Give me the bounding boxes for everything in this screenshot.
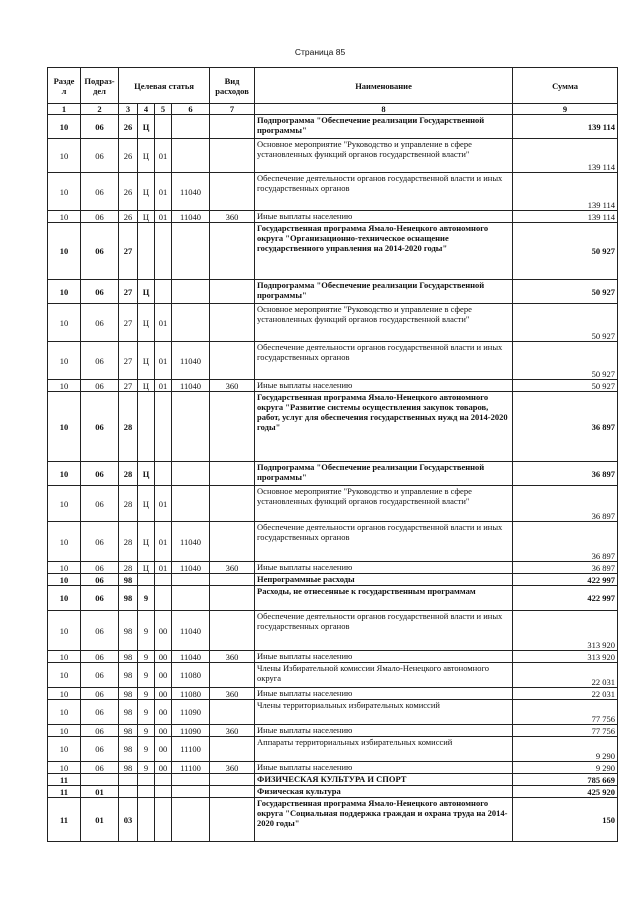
table-row: [48, 737, 618, 762]
budget-table: [47, 67, 618, 842]
row-code: 98: [119, 574, 138, 586]
row-name: Основное мероприятие "Руководство и управление в сфере установленных функций органов государственной власти": [255, 486, 513, 522]
row-code: 28: [119, 486, 138, 522]
row-code: 9: [138, 688, 155, 700]
row-code: 98: [119, 700, 138, 725]
row-code: 06: [81, 651, 119, 663]
row-sum: 36 897: [513, 486, 618, 522]
row-code: 9: [138, 611, 155, 651]
row-name: Основное мероприятие "Руководство и управление в сфере установленных функций органов государственной власти": [255, 139, 513, 173]
header-vid: Вид расходов: [210, 68, 255, 104]
table-row: [48, 392, 618, 462]
row-code: 10: [48, 486, 81, 522]
row-code: [210, 522, 255, 562]
row-code: 10: [48, 725, 81, 737]
row-code: 28: [119, 522, 138, 562]
table-row: [48, 611, 618, 651]
row-name: Обеспечение деятельности органов государственной власти и иных государственных органов: [255, 522, 513, 562]
row-sum: 50 927: [513, 304, 618, 342]
row-code: 00: [155, 700, 172, 725]
row-code: 98: [119, 663, 138, 688]
row-code: [81, 774, 119, 786]
row-code: Ц: [138, 173, 155, 211]
row-code: 06: [81, 380, 119, 392]
row-code: [119, 774, 138, 786]
row-code: 01: [155, 342, 172, 380]
row-code: 10: [48, 737, 81, 762]
row-name: Подпрограмма "Обеспечение реализации Государственной программы": [255, 115, 513, 139]
col-num: 5: [155, 104, 172, 115]
row-code: 06: [81, 725, 119, 737]
row-code: 11100: [172, 762, 210, 774]
row-code: Ц: [138, 462, 155, 486]
row-code: [155, 798, 172, 842]
table-row: [48, 462, 618, 486]
table-body: [48, 115, 618, 842]
row-code: 10: [48, 651, 81, 663]
row-sum: 77 756: [513, 725, 618, 737]
row-code: 10: [48, 688, 81, 700]
col-num: 1: [48, 104, 81, 115]
row-code: [172, 304, 210, 342]
row-code: Ц: [138, 522, 155, 562]
row-name: Обеспечение деятельности органов государственной власти и иных государственных органов: [255, 611, 513, 651]
row-code: 01: [155, 211, 172, 223]
table-row: [48, 280, 618, 304]
row-code: [210, 392, 255, 462]
row-code: 06: [81, 486, 119, 522]
row-code: 98: [119, 725, 138, 737]
row-code: [172, 786, 210, 798]
row-code: Ц: [138, 211, 155, 223]
row-code: Ц: [138, 139, 155, 173]
table-row: [48, 774, 618, 786]
row-code: 26: [119, 173, 138, 211]
row-code: 98: [119, 611, 138, 651]
row-code: 360: [210, 651, 255, 663]
row-code: [210, 786, 255, 798]
table-row: [48, 651, 618, 663]
row-code: 01: [155, 486, 172, 522]
col-num: 2: [81, 104, 119, 115]
row-name: Непрограммные расходы: [255, 574, 513, 586]
row-code: 06: [81, 586, 119, 611]
row-code: 9: [138, 586, 155, 611]
row-code: 11: [48, 774, 81, 786]
row-code: [155, 223, 172, 280]
row-name: Члены территориальных избирательных комиссий: [255, 700, 513, 725]
row-name: Государственная программа Ямало-Ненецкого автономного округа "Социальная поддержка граждан и охрана труда на 2014-2020 годы": [255, 798, 513, 842]
row-code: 10: [48, 223, 81, 280]
row-code: 11080: [172, 663, 210, 688]
row-code: Ц: [138, 562, 155, 574]
row-code: 06: [81, 663, 119, 688]
row-code: 11090: [172, 725, 210, 737]
row-code: 9: [138, 651, 155, 663]
row-code: 11040: [172, 522, 210, 562]
row-sum: 9 290: [513, 762, 618, 774]
row-code: 06: [81, 342, 119, 380]
row-code: 27: [119, 280, 138, 304]
header-celevaya: Целевая статья: [119, 68, 210, 104]
row-code: 06: [81, 462, 119, 486]
table-row: [48, 486, 618, 522]
row-code: [155, 280, 172, 304]
row-code: 06: [81, 173, 119, 211]
table-row: [48, 380, 618, 392]
row-code: [172, 462, 210, 486]
row-sum: 139 114: [513, 211, 618, 223]
row-name: Иные выплаты населению: [255, 380, 513, 392]
table-row: [48, 798, 618, 842]
row-code: 00: [155, 737, 172, 762]
row-sum: 422 997: [513, 586, 618, 611]
row-sum: 77 756: [513, 700, 618, 725]
row-code: [155, 115, 172, 139]
row-code: 11080: [172, 688, 210, 700]
row-sum: 36 897: [513, 522, 618, 562]
row-code: 06: [81, 304, 119, 342]
row-code: 9: [138, 762, 155, 774]
row-code: 9: [138, 725, 155, 737]
row-code: [210, 700, 255, 725]
row-code: 10: [48, 462, 81, 486]
row-code: [210, 173, 255, 211]
row-code: [172, 486, 210, 522]
col-num: 8: [255, 104, 513, 115]
table-row: [48, 762, 618, 774]
row-code: 06: [81, 139, 119, 173]
row-sum: 313 920: [513, 611, 618, 651]
row-name: Иные выплаты населению: [255, 211, 513, 223]
row-code: 11: [48, 798, 81, 842]
row-code: 06: [81, 611, 119, 651]
table-row: [48, 725, 618, 737]
row-code: [210, 223, 255, 280]
row-code: 26: [119, 115, 138, 139]
row-code: 01: [155, 304, 172, 342]
row-code: 06: [81, 762, 119, 774]
row-code: [210, 737, 255, 762]
table-row: [48, 663, 618, 688]
row-sum: 139 114: [513, 139, 618, 173]
row-code: [210, 280, 255, 304]
row-sum: 50 927: [513, 280, 618, 304]
row-code: [210, 115, 255, 139]
row-name: Иные выплаты населению: [255, 725, 513, 737]
row-code: 28: [119, 462, 138, 486]
row-code: 00: [155, 688, 172, 700]
row-code: 10: [48, 663, 81, 688]
row-code: [138, 392, 155, 462]
row-code: 9: [138, 700, 155, 725]
row-code: [210, 462, 255, 486]
row-code: 11040: [172, 562, 210, 574]
row-code: [172, 798, 210, 842]
row-code: [210, 574, 255, 586]
row-code: 01: [155, 139, 172, 173]
row-code: [172, 774, 210, 786]
row-code: Ц: [138, 380, 155, 392]
row-code: 11040: [172, 211, 210, 223]
row-code: [155, 574, 172, 586]
row-code: 10: [48, 522, 81, 562]
header-naim: Наименование: [255, 68, 513, 104]
row-code: 03: [119, 798, 138, 842]
row-code: 06: [81, 688, 119, 700]
row-code: 06: [81, 737, 119, 762]
row-name: Аппараты территориальных избирательных комиссий: [255, 737, 513, 762]
row-code: 10: [48, 586, 81, 611]
row-code: 10: [48, 700, 81, 725]
row-code: [138, 574, 155, 586]
row-code: [210, 774, 255, 786]
row-sum: 9 290: [513, 737, 618, 762]
row-code: 06: [81, 562, 119, 574]
row-sum: 36 897: [513, 462, 618, 486]
row-sum: 50 927: [513, 223, 618, 280]
row-name: Подпрограмма "Обеспечение реализации Государственной программы": [255, 280, 513, 304]
table-row: [48, 786, 618, 798]
row-name: Государственная программа Ямало-Ненецкого автономного округа "Развитие системы осуществления закупок товаров, работ, услуг для обеспечения государственных нужд на 2014-2020 годы": [255, 392, 513, 462]
table-row: [48, 304, 618, 342]
row-code: 26: [119, 211, 138, 223]
row-sum: 50 927: [513, 342, 618, 380]
row-code: [155, 462, 172, 486]
col-num: 3: [119, 104, 138, 115]
column-number-row: [48, 104, 618, 115]
row-name: Обеспечение деятельности органов государственной власти и иных государственных органов: [255, 342, 513, 380]
row-name: Расходы, не отнесенные к государственным программам: [255, 586, 513, 611]
row-code: 27: [119, 342, 138, 380]
row-code: 11040: [172, 173, 210, 211]
table-row: [48, 139, 618, 173]
row-code: [119, 786, 138, 798]
header-podrazdel: Подраз- дел: [81, 68, 119, 104]
row-name: ФИЗИЧЕСКАЯ КУЛЬТУРА И СПОРТ: [255, 774, 513, 786]
row-code: 10: [48, 762, 81, 774]
row-code: 11090: [172, 700, 210, 725]
row-code: 00: [155, 762, 172, 774]
table-row: [48, 211, 618, 223]
row-sum: 425 920: [513, 786, 618, 798]
col-num: 9: [513, 104, 618, 115]
col-num: 7: [210, 104, 255, 115]
row-code: 10: [48, 392, 81, 462]
row-code: [172, 392, 210, 462]
row-code: 9: [138, 737, 155, 762]
row-code: 06: [81, 115, 119, 139]
row-code: 10: [48, 562, 81, 574]
row-code: [155, 774, 172, 786]
row-code: [172, 586, 210, 611]
row-code: 360: [210, 562, 255, 574]
table-row: [48, 342, 618, 380]
col-num: 4: [138, 104, 155, 115]
row-name: Основное мероприятие "Руководство и управление в сфере установленных функций органов государственной власти": [255, 304, 513, 342]
row-code: 06: [81, 280, 119, 304]
row-code: [155, 392, 172, 462]
row-name: Иные выплаты населению: [255, 651, 513, 663]
row-code: 9: [138, 663, 155, 688]
row-code: [172, 280, 210, 304]
table-row: [48, 115, 618, 139]
row-sum: 139 114: [513, 115, 618, 139]
row-name: Члены Избирательной комиссии Ямало-Ненецкого автономного округа: [255, 663, 513, 688]
row-name: Государственная программа Ямало-Ненецкого автономного округа "Организационно-техническое оснащение государственного управления на 2014-2020 годы": [255, 223, 513, 280]
row-code: 10: [48, 304, 81, 342]
row-code: 01: [81, 798, 119, 842]
row-sum: 139 114: [513, 173, 618, 211]
row-name: Иные выплаты населению: [255, 562, 513, 574]
row-code: [172, 139, 210, 173]
row-code: [210, 486, 255, 522]
table-row: [48, 586, 618, 611]
row-code: [210, 139, 255, 173]
row-code: 11: [48, 786, 81, 798]
row-code: 00: [155, 663, 172, 688]
row-sum: 22 031: [513, 688, 618, 700]
row-sum: 50 927: [513, 380, 618, 392]
row-code: 28: [119, 562, 138, 574]
row-name: Подпрограмма "Обеспечение реализации Государственной программы": [255, 462, 513, 486]
row-code: [172, 115, 210, 139]
row-code: [138, 223, 155, 280]
row-code: Ц: [138, 486, 155, 522]
row-code: 10: [48, 173, 81, 211]
row-code: 11040: [172, 651, 210, 663]
row-sum: 313 920: [513, 651, 618, 663]
row-code: 98: [119, 651, 138, 663]
row-code: 98: [119, 737, 138, 762]
row-code: 01: [155, 562, 172, 574]
row-sum: 36 897: [513, 562, 618, 574]
row-code: 27: [119, 223, 138, 280]
row-code: [155, 586, 172, 611]
row-sum: 22 031: [513, 663, 618, 688]
table-row: [48, 700, 618, 725]
row-code: 27: [119, 380, 138, 392]
row-code: [155, 786, 172, 798]
row-code: 98: [119, 586, 138, 611]
row-name: Иные выплаты населению: [255, 688, 513, 700]
table-row: [48, 574, 618, 586]
row-code: 01: [81, 786, 119, 798]
row-code: 06: [81, 211, 119, 223]
row-code: 06: [81, 223, 119, 280]
row-name: Физическая культура: [255, 786, 513, 798]
row-code: 01: [155, 522, 172, 562]
row-sum: 36 897: [513, 392, 618, 462]
row-code: 360: [210, 762, 255, 774]
row-code: 00: [155, 611, 172, 651]
row-code: [172, 223, 210, 280]
row-code: [210, 586, 255, 611]
table-row: [48, 522, 618, 562]
table-row: [48, 562, 618, 574]
table-row: [48, 688, 618, 700]
row-code: 00: [155, 651, 172, 663]
row-code: 06: [81, 392, 119, 462]
row-code: [210, 611, 255, 651]
row-code: 11100: [172, 737, 210, 762]
row-code: [210, 798, 255, 842]
row-code: 10: [48, 139, 81, 173]
row-code: 10: [48, 211, 81, 223]
row-code: 01: [155, 380, 172, 392]
row-sum: 150: [513, 798, 618, 842]
col-num: 6: [172, 104, 210, 115]
row-code: 10: [48, 574, 81, 586]
row-code: 06: [81, 522, 119, 562]
row-code: 06: [81, 574, 119, 586]
row-name: Иные выплаты населению: [255, 762, 513, 774]
row-code: [172, 574, 210, 586]
row-code: Ц: [138, 304, 155, 342]
row-code: 00: [155, 725, 172, 737]
row-code: 98: [119, 688, 138, 700]
row-code: 10: [48, 380, 81, 392]
page-label: Страница 85: [294, 47, 346, 57]
row-code: [138, 798, 155, 842]
row-code: 10: [48, 611, 81, 651]
row-code: 26: [119, 139, 138, 173]
row-code: 360: [210, 688, 255, 700]
row-code: 10: [48, 280, 81, 304]
row-code: 360: [210, 211, 255, 223]
row-code: 360: [210, 380, 255, 392]
row-code: 11040: [172, 342, 210, 380]
row-code: 98: [119, 762, 138, 774]
row-sum: 785 669: [513, 774, 618, 786]
row-code: 01: [155, 173, 172, 211]
row-code: [210, 304, 255, 342]
row-code: 10: [48, 342, 81, 380]
row-code: 11040: [172, 611, 210, 651]
row-code: Ц: [138, 280, 155, 304]
row-sum: 422 997: [513, 574, 618, 586]
row-code: [138, 774, 155, 786]
row-code: 28: [119, 392, 138, 462]
header-razdel: Разде л: [48, 68, 81, 104]
header-summa: Сумма: [513, 68, 618, 104]
table-row: [48, 173, 618, 211]
row-code: Ц: [138, 115, 155, 139]
row-code: 11040: [172, 380, 210, 392]
row-code: 360: [210, 725, 255, 737]
row-name: Обеспечение деятельности органов государственной власти и иных государственных органов: [255, 173, 513, 211]
row-code: Ц: [138, 342, 155, 380]
row-code: [210, 342, 255, 380]
row-code: 06: [81, 700, 119, 725]
row-code: [138, 786, 155, 798]
row-code: [210, 663, 255, 688]
table-row: [48, 223, 618, 280]
row-code: 27: [119, 304, 138, 342]
row-code: 10: [48, 115, 81, 139]
